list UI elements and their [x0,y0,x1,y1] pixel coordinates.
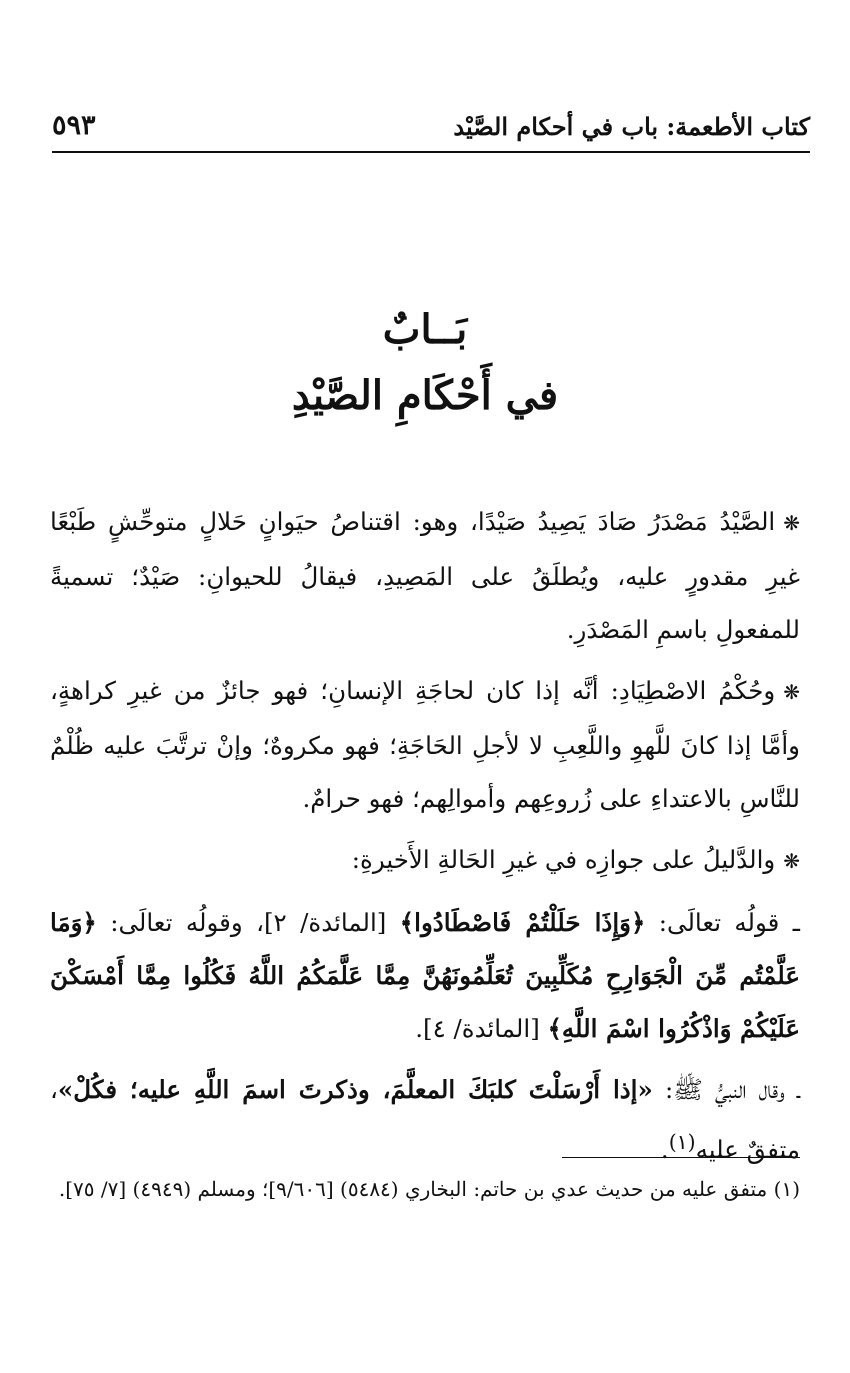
paragraph-ruling [50,664,800,825]
evidence-lead: ـ وقال النبيُّ ﷺ: [664,1075,800,1104]
running-title: كتاب الأطعمة: باب في أحكام الصَّيْد [453,112,810,141]
hadith-text: «إذا أَرْسَلْتَ كلبَكَ المعلَّمَ، وذكرتَ اسمَ اللَّهِ عليه؛ فكُلْ» [57,1075,653,1104]
header-rule [52,151,810,153]
star-bullet-icon: ❋ [783,849,800,873]
footnote: (١) متفق عليه من حديث عدي بن حاتم: البخاري (٥٤٨٤) [٩/٦٠٦]؛ ومسلم (٤٩٤٩) [٧/ ٧٥]. [58,1177,800,1201]
paragraph-hadith-evidence [50,1063,800,1176]
running-header [52,110,810,150]
chapter-kicker: بَــابٌ [382,306,468,353]
paragraph-quran-evidence [50,896,800,1055]
paragraph-text: وحُكْمُ الاصْطِيَادِ: أنَّه إذا كان لحاجَةِ الإنسانِ؛ فهو جائزٌ من غيرِ كراهةٍ، وأمَّا إذا كانَ للَّهوِ واللَّعِبِ لا لأجلِ الحَاجَةِ؛ فهو مكروهٌ؛ وإنْ ترتَّبَ عليه ظُلْمٌ للنَّاسِ بالاعتداءِ على زُروعِهم وأموالِهم؛ فهو حرامٌ. [50,676,800,813]
sentence-end: . [660,1135,669,1165]
chapter-title: في أَحْكَامِ الصَّيْدِ [291,372,559,419]
page-number: ٥٩٣ [52,110,96,141]
verse-reference-2: [المائدة/ ٤]. [415,1014,540,1043]
evidence-lead: ـ قولُه تعالَى: [658,908,800,937]
paragraph-text: والدَّليلُ على جوازِه في غيرِ الحَالةِ الأَخيرةِ: [351,845,776,874]
quran-verse-2: ﴿وَمَا عَلَّمْتُم مِّنَ الْجَوَارِحِ مُكَلِّبِينَ تُعَلِّمُونَهُنَّ مِمَّا عَلَّمَكُمُ اللَّهُ فَكُلُوا مِمَّا أَمْسَكْنَ عَلَيْكُمْ وَاذْكُرُوا اسْمَ اللَّهِ﴾ [50,908,800,1043]
footnote-rule [562,1157,800,1158]
paragraph-text: الصَّيْدُ مَصْدَرُ صَادَ يَصِيدُ صَيْدًا، وهو: اقتناصُ حيَوانٍ حَلالٍ متوحِّشٍ طَبْعًا غيرِ مقدورٍ عليه، ويُطلَقُ على المَصِيدِ، فيقالُ للحيوانِ: صَيْدٌ؛ تسميةً للمفعولِ باسمِ المَصْدَرِ. [50,507,800,644]
verse-reference-1: [المائدة/ ٢]، وقولُه تعالَى: [110,908,387,937]
footnote-marker: (١) [668,1130,696,1154]
paragraph-definition [50,495,800,656]
paragraph-evidence-intro [50,833,800,888]
quran-verse-1: ﴿وَإِذَا حَلَلْتُمْ فَاصْطَادُوا﴾ [399,908,646,937]
body-text [50,495,800,1184]
star-bullet-icon: ❋ [783,511,800,535]
hadith-source: ، متفقٌ عليه [50,1075,800,1165]
star-bullet-icon: ❋ [783,680,800,704]
chapter-heading [0,300,850,428]
